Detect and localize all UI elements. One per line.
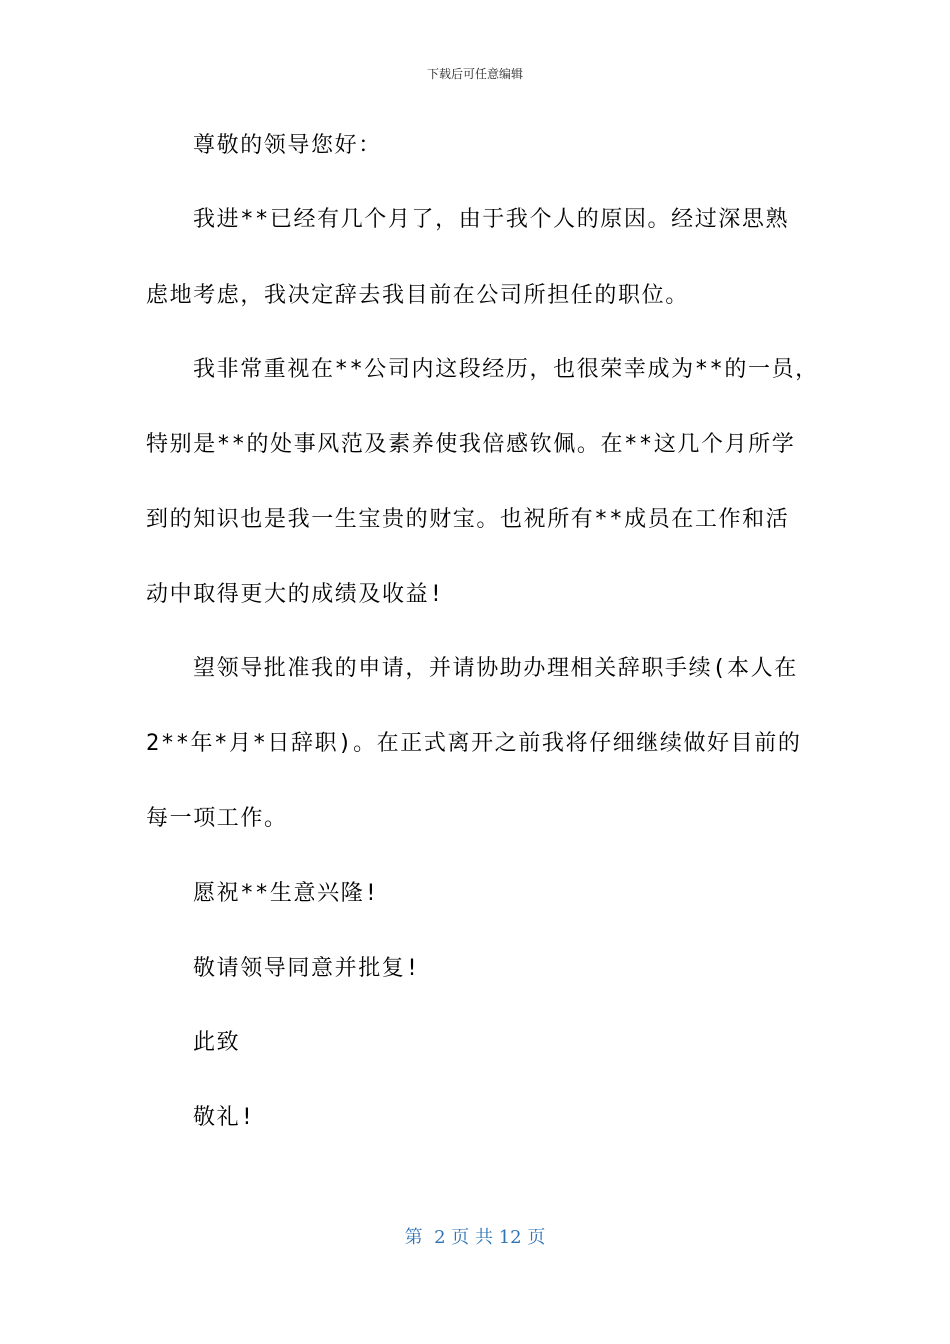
closing-line-2: 敬礼! xyxy=(193,1105,256,1130)
paragraph-3-line-1: 望领导批准我的申请，并请协助办理相关辞职手续(本人在 xyxy=(193,656,798,681)
paragraph-1-line-1: 我进**已经有几个月了，由于我个人的原因。经过深思熟 xyxy=(193,207,790,232)
letter-greeting: 尊敬的领导您好： xyxy=(193,133,382,158)
paragraph-2-line-2: 特别是**的处事风范及素养使我倍感钦佩。在**这几个月所学 xyxy=(146,432,796,457)
paragraph-1-line-2: 虑地考虑，我决定辞去我目前在公司所担任的职位。 xyxy=(146,283,689,308)
paragraph-2-line-1: 我非常重视在**公司内这段经历，也很荣幸成为**的一员， xyxy=(193,357,819,382)
paragraph-2-line-4: 动中取得更大的成绩及收益! xyxy=(146,582,445,607)
request-line: 敬请领导同意并批复! xyxy=(193,956,421,981)
paragraph-3-line-2: 2**年*月*日辞职)。在正式离开之前我将仔细继续做好目前的 xyxy=(146,731,802,756)
closing-line-1: 此致 xyxy=(193,1030,241,1055)
wish-line: 愿祝**生意兴隆! xyxy=(193,881,380,906)
paragraph-3-line-3: 每一项工作。 xyxy=(146,806,288,831)
page-number-footer: 第 2 页 共 12 页 xyxy=(404,1227,546,1248)
page-header: 下载后可任意编辑 xyxy=(426,67,523,81)
paragraph-2-line-3: 到的知识也是我一生宝贵的财宝。也祝所有**成员在工作和活 xyxy=(146,507,790,532)
